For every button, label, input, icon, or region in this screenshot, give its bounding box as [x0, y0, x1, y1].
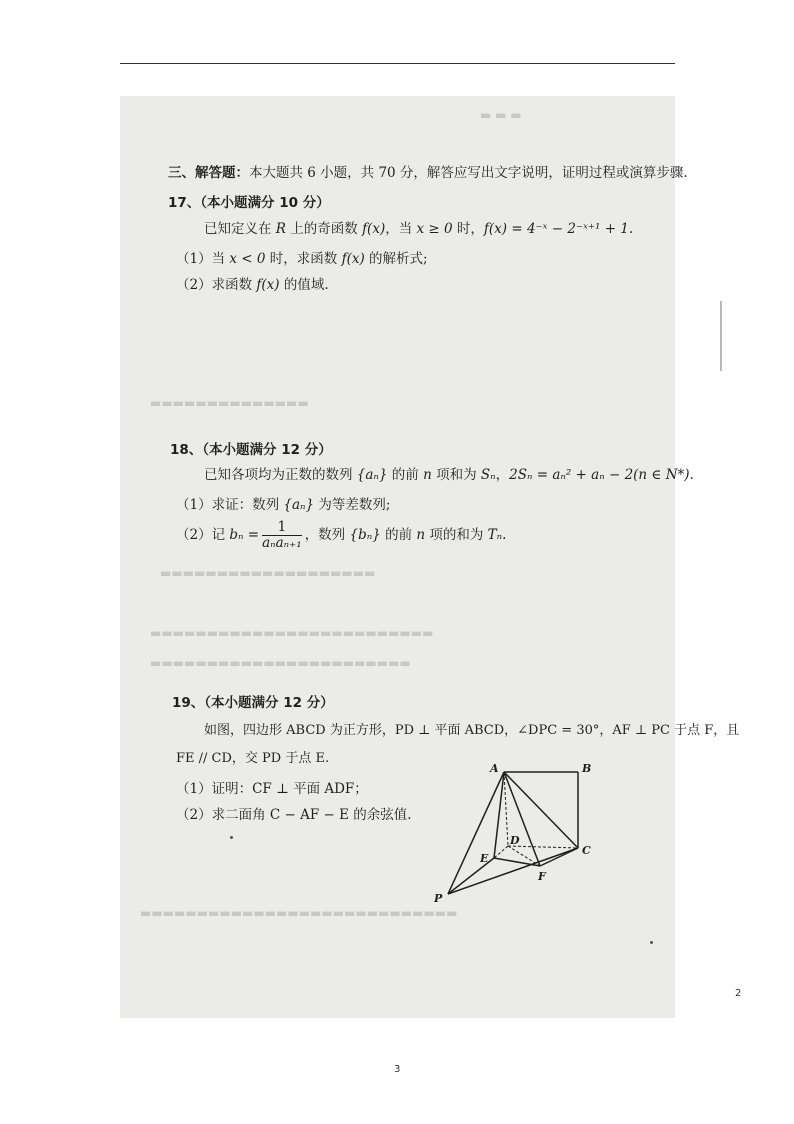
problem-17-part-2: [176, 276, 329, 294]
stem-math: f(x): [362, 221, 386, 237]
pyramid-figure: [420, 758, 600, 908]
stem-text: 项和为: [431, 467, 481, 483]
part-text: 记: [211, 527, 230, 543]
problem-number: 17、: [168, 195, 201, 211]
stem-text: .: [689, 467, 694, 483]
hidden-edge-de: [494, 846, 508, 858]
scan-speck: [230, 836, 233, 839]
edge-ae: [494, 772, 504, 858]
problem-score: （本小题满分 12 分）: [202, 442, 332, 458]
side-page-number: 2: [735, 988, 742, 999]
label-b: B: [582, 762, 592, 775]
section-heading-text: 本大题共 6 小题，共 70 分，解答应写出文字说明，证明过程或演算步骤.: [249, 165, 688, 181]
part-math: f(x): [341, 251, 365, 267]
problem-18-part-1: [176, 496, 390, 514]
problem-19-title: [172, 694, 334, 712]
stem-text: 的前: [387, 467, 424, 483]
label-p: P: [434, 892, 443, 905]
problem-18-stem: [204, 466, 694, 484]
label-d: D: [510, 834, 520, 847]
problem-score: （本小题满分 12 分）: [204, 695, 334, 711]
scan-speck: [650, 941, 653, 944]
label-a: A: [490, 762, 499, 775]
stem-math: {aₙ}: [356, 467, 388, 483]
part-text: 的前: [380, 527, 417, 543]
edge-ef: [494, 858, 540, 866]
problem-17-title: [168, 194, 330, 212]
hidden-edge-ad: [504, 772, 508, 846]
stem-formula: 2Sₙ = aₙ² + aₙ − 2(n ∈ N*): [509, 467, 690, 483]
bleed-through-mark: ▬▬▬▬▬▬▬▬▬▬▬▬▬▬: [150, 396, 309, 410]
part-math: Tₙ: [487, 527, 503, 543]
part-text: ，数列: [304, 527, 350, 543]
stem-text: 已知定义在: [204, 221, 276, 237]
bleed-through-mark: ▬ ▬ ▬: [480, 108, 522, 122]
bleed-through-mark: ▬▬▬▬▬▬▬▬▬▬▬▬▬▬▬▬▬▬▬▬▬▬▬▬▬: [150, 626, 434, 640]
edge-pc: [448, 848, 578, 894]
part-math: f(x): [256, 277, 280, 293]
stem-text: 已知各项均为正数的数列: [204, 467, 357, 483]
edge-ap: [448, 772, 504, 894]
scan-artifact-line: [720, 301, 722, 371]
stem-formula: f(x) = 4⁻ˣ − 2⁻ˣ⁺¹ + 1.: [483, 221, 634, 237]
scanned-page: [120, 96, 740, 1018]
part-label: （1）: [176, 497, 212, 513]
part-text: 项的和为: [425, 527, 488, 543]
fraction-denominator: aₙaₙ₊₁: [262, 535, 302, 551]
stem-text: ，当: [385, 221, 417, 237]
fraction: [262, 520, 302, 551]
part-text: 的解析式;: [364, 251, 428, 267]
stem-text: 上的奇函数: [285, 221, 363, 237]
section-heading-label: 三、解答题：: [168, 165, 249, 181]
part-math: n: [416, 527, 426, 543]
stem-math: x ≥ 0: [416, 221, 453, 237]
part-text: 为等差数列;: [314, 497, 391, 513]
part-math: x < 0: [229, 251, 266, 267]
part-math: bₙ =: [229, 527, 260, 543]
edge-af: [504, 772, 540, 866]
problem-19-stem-line-1: 如图，四边形 ABCD 为正方形，PD ⊥ 平面 ABCD，∠DPC = 30°，AF ⊥ PC 于点 F，且: [204, 723, 740, 738]
bleed-through-mark: ▬▬▬▬▬▬▬▬▬▬▬▬▬▬▬▬▬▬▬: [160, 566, 376, 580]
problem-17-stem: [204, 220, 633, 238]
stem-text: ，: [495, 467, 510, 483]
part-text: 的值域.: [279, 277, 329, 293]
problem-number: 19、: [172, 695, 205, 711]
stem-text: 时，: [452, 221, 484, 237]
section-heading: [168, 164, 688, 182]
problem-19-part-2: （2）求二面角 C − AF − E 的余弦值.: [176, 807, 412, 823]
stem-math: R: [275, 221, 286, 237]
label-e: E: [480, 852, 489, 865]
problem-score: （本小题满分 10 分）: [200, 195, 330, 211]
part-label: （2）: [176, 277, 212, 293]
part-text: .: [502, 527, 507, 543]
bleed-through-mark: ▬▬▬▬▬▬▬▬▬▬▬▬▬▬▬▬▬▬▬▬▬▬▬▬▬▬▬▬: [140, 906, 458, 920]
header-rule: [120, 63, 675, 64]
problem-19-stem-line-2: FE // CD，交 PD 于点 E.: [176, 751, 330, 766]
part-text: 时，求函数: [265, 251, 342, 267]
part-text: 求证：数列: [211, 497, 284, 513]
label-f: F: [538, 870, 546, 883]
part-label: （1）: [176, 251, 212, 267]
problem-number: 18、: [170, 442, 203, 458]
fraction-numerator: 1: [262, 520, 302, 536]
stem-math: n: [423, 467, 432, 483]
edge-fc: [540, 848, 578, 866]
part-label: （2）: [176, 527, 212, 543]
part-math: {bₙ}: [349, 527, 381, 543]
problem-18-title: [170, 441, 332, 459]
part-text: 求函数: [211, 277, 257, 293]
problem-17-part-1: [176, 250, 428, 268]
problem-18-part-2: [176, 518, 506, 552]
problem-19-part-1: （1）证明：CF ⊥ 平面 ADF；: [176, 781, 368, 797]
part-text: 当: [211, 251, 230, 267]
stem-math: Sₙ: [480, 467, 496, 483]
bleed-through-mark: ▬▬▬▬▬▬▬▬▬▬▬▬▬▬▬▬▬▬▬▬▬▬▬: [150, 656, 411, 670]
label-c: C: [582, 844, 591, 857]
footer-page-number: 3: [394, 1064, 401, 1075]
part-math: {aₙ}: [283, 497, 315, 513]
